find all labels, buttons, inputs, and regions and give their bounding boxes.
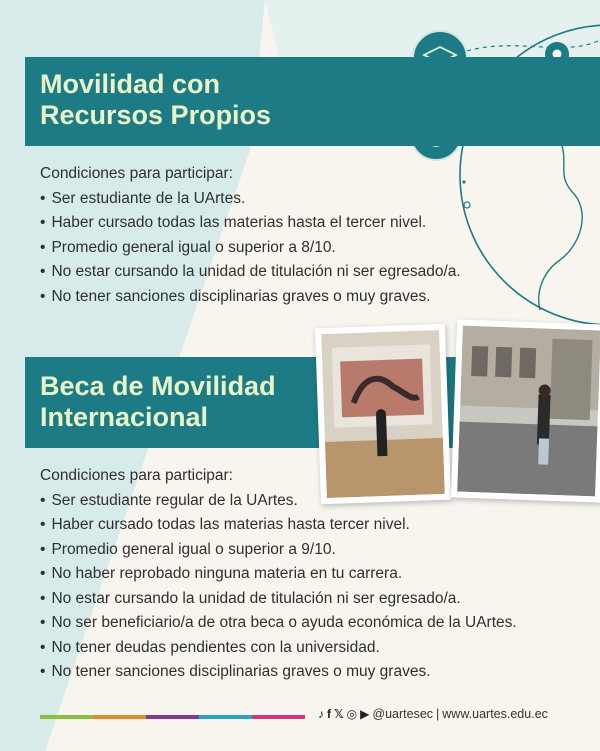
- section-title-line: Movilidad con: [40, 69, 221, 99]
- conditions-list-2: [40, 464, 517, 685]
- color-bar: [93, 715, 146, 719]
- list-item: • No haber reprobado ninguna materia en tu carrera.: [40, 562, 517, 587]
- section-title-line: Beca de Movilidad: [40, 371, 276, 401]
- social-handle[interactable]: @uartesec: [372, 707, 434, 721]
- list-item: • Promedio general igual o superior a 8/10.: [40, 236, 461, 261]
- list-item: • No tener sanciones disciplinarias graves o muy graves.: [40, 285, 461, 310]
- list-item: • No tener deudas pendientes con la universidad.: [40, 636, 517, 661]
- color-bar: [146, 715, 199, 719]
- list-item: • No estar cursando la unidad de titulación ni ser egresado/a.: [40, 587, 517, 612]
- youtube-icon[interactable]: ▶: [360, 707, 370, 721]
- list-item: • No ser beneficiario/a de otra beca o ayuda económica de la UArtes.: [40, 611, 517, 636]
- list-item: • No estar cursando la unidad de titulación ni ser egresado/a.: [40, 260, 461, 285]
- color-bar: [252, 715, 305, 719]
- section-title-banner: [25, 57, 600, 146]
- section-title-line: Internacional: [40, 402, 209, 432]
- section-title-line: Recursos Propios: [40, 100, 272, 130]
- x-icon[interactable]: 𝕏: [334, 707, 344, 721]
- list-item: • Haber cursado todas las materias hasta tercer nivel.: [40, 513, 517, 538]
- list-item: • Promedio general igual o superior a 9/10.: [40, 538, 517, 563]
- website-link[interactable]: www.uartes.edu.ec: [442, 707, 548, 721]
- list-item: • No tener sanciones disciplinarias graves o muy graves.: [40, 660, 517, 685]
- list-item: • Haber cursado todas las materias hasta el tercer nivel.: [40, 211, 461, 236]
- conditions-intro: Condiciones para participar:: [40, 165, 233, 182]
- footer-separator: |: [436, 707, 440, 721]
- facebook-icon[interactable]: f: [327, 707, 331, 721]
- conditions-list: [40, 162, 461, 309]
- list-item: • Ser estudiante regular de la UArtes.: [40, 489, 517, 514]
- footer: [318, 707, 548, 721]
- color-bar: [199, 715, 252, 719]
- conditions-intro: Condiciones para participar:: [40, 467, 233, 484]
- tiktok-icon[interactable]: ♪: [318, 707, 324, 721]
- instagram-icon[interactable]: ◎: [346, 707, 358, 721]
- list-item: • Ser estudiante de la UArtes.: [40, 187, 461, 212]
- color-bar: [40, 715, 93, 719]
